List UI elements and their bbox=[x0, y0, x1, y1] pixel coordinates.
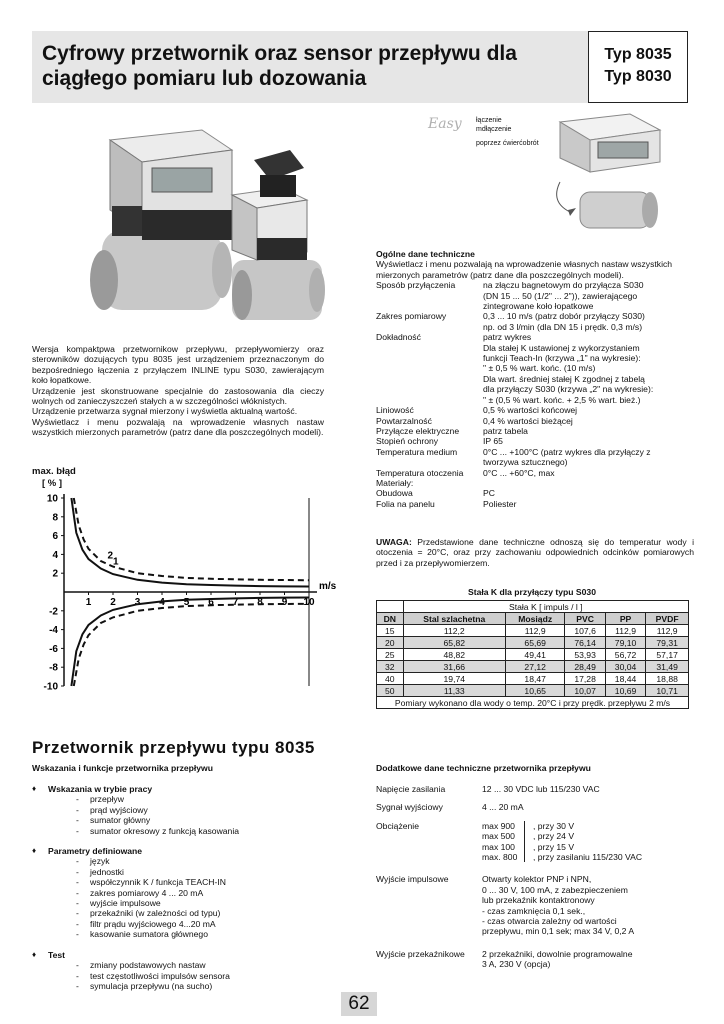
type-8035-label: Typ 8035 bbox=[604, 46, 672, 63]
function-group bbox=[32, 784, 332, 836]
function-group bbox=[32, 846, 332, 940]
spec-row bbox=[376, 436, 696, 446]
table-cell: 49,41 bbox=[505, 649, 564, 661]
ktable-column-header: Stal szlachetna bbox=[403, 613, 505, 625]
curve-label-1: 1 bbox=[113, 556, 119, 568]
ktable-column-header: PVDF bbox=[646, 613, 689, 625]
spec-value bbox=[483, 436, 696, 446]
intro-p2: Urządzenie jest skonstruowane specjalnie do zastosowania dla cieczy wolnych od zanieczyszczeń stałych a w szczególności włóknistych. bbox=[32, 385, 324, 407]
series-line bbox=[74, 604, 309, 686]
pulse-line: - czas zamknięcia 0,1 sek., bbox=[482, 905, 586, 916]
load-values bbox=[482, 821, 696, 863]
spec-value-line: zintegrowane koło łopatkowe bbox=[483, 301, 594, 312]
relay-line: 3 A, 230 V (opcja) bbox=[482, 959, 551, 970]
spec-value-line: " ± 0,5 % wart. końc. (10 m/s) bbox=[483, 363, 596, 374]
spec-value-line: PC bbox=[483, 488, 495, 499]
pulse-label: Wyjście impulsowe bbox=[376, 874, 449, 885]
table-cell: 76,14 bbox=[565, 637, 605, 649]
y-tick-label: 4 bbox=[52, 549, 58, 561]
load-value: max. 800 bbox=[482, 852, 518, 863]
section-title: Przetwornik przepływu typu 8035 bbox=[32, 738, 315, 757]
table-cell: 10,69 bbox=[605, 685, 645, 697]
y-tick-label: -8 bbox=[49, 662, 58, 674]
function-group-head: ♦ Parametry definiowane bbox=[32, 846, 332, 856]
load-divider bbox=[524, 852, 533, 862]
x-tick-label: 7 bbox=[232, 597, 239, 608]
x-tick-label: 6 bbox=[208, 597, 214, 608]
spec-value bbox=[483, 468, 696, 478]
table-cell: 15 bbox=[377, 625, 404, 637]
table-cell: 20 bbox=[377, 637, 404, 649]
spec-value-line: dla przyłączy S030 (krzywa „2" na wykresie): bbox=[483, 384, 654, 395]
pulse-line: Otwarty kolektor PNP i NPN, bbox=[482, 874, 592, 885]
function-group bbox=[32, 950, 332, 992]
spec-value-line: Dla stałej K ustawionej z wykorzystaniem bbox=[483, 342, 640, 353]
extra-specs-subtitle: Dodatkowe dane techniczne przetwornika przepływu bbox=[376, 763, 591, 773]
x-tick-label: 10 bbox=[303, 597, 315, 608]
x-tick-label: 3 bbox=[134, 597, 141, 608]
type-box bbox=[588, 31, 688, 103]
spec-row bbox=[376, 488, 696, 498]
page-number: 62 bbox=[341, 992, 377, 1016]
spec-value-line bbox=[483, 478, 696, 488]
intro-p3: Urządzenie przetwarza sygnał mierzony i wyświetla aktualną wartość. bbox=[32, 406, 298, 417]
x-axis-label: m/s bbox=[319, 581, 337, 592]
page-title-line1: Cyfrowy przetwornik oraz sensor przepływu dla bbox=[42, 42, 517, 65]
list-item: - kasowanie sumatora głównego bbox=[32, 929, 332, 939]
function-group-head: ♦ Test bbox=[32, 950, 332, 960]
table-cell: 11,33 bbox=[403, 685, 505, 697]
table-cell: 112,9 bbox=[505, 625, 564, 637]
load-line bbox=[482, 852, 696, 862]
spec-value bbox=[483, 416, 696, 426]
table-cell: 27,12 bbox=[505, 661, 564, 673]
table-cell: 48,82 bbox=[403, 649, 505, 661]
intro-p1: Wersja kompaktpwa przetwornikow przepływu, przepływomierzy oraz sterowników dozujących typu 8035 jest urządzeniem przeznaczonym do bezpośredniego łączenia z przyłączem INLINE typu S030, zawierającym koło łopatkowe. bbox=[32, 344, 324, 386]
x-tick-label: 2 bbox=[110, 597, 116, 608]
x-tick-label: 9 bbox=[281, 597, 288, 608]
table-cell: 19,74 bbox=[403, 673, 505, 685]
spec-value-line: (DN 15 ... 50 (1/2" ... 2")), zawierającego bbox=[483, 290, 638, 301]
list-item: - filtr prądu wyjściowego 4...20 mA bbox=[32, 919, 332, 929]
table-cell: 18,88 bbox=[646, 673, 689, 685]
series-line bbox=[74, 498, 309, 580]
load-value: max 900 bbox=[482, 820, 515, 831]
y-tick-label: 10 bbox=[46, 493, 58, 505]
ktable-column-header: PP bbox=[605, 613, 645, 625]
y-tick-label: 2 bbox=[52, 568, 58, 580]
output-value: 4 ... 20 mA bbox=[482, 802, 524, 813]
error-chart bbox=[28, 488, 348, 698]
load-value: max 500 bbox=[482, 831, 515, 842]
pulse-values bbox=[482, 874, 696, 936]
table-cell: 57,17 bbox=[646, 649, 689, 661]
spec-label: Sposób przyłączenia bbox=[376, 280, 456, 291]
table-cell: 25 bbox=[377, 649, 404, 661]
spec-row bbox=[376, 499, 696, 509]
ktable-footer: Pomiary wykonano dla wody o temp. 20°C i przy prędk. przepływu 2 m/s bbox=[377, 697, 689, 709]
load-condition: , przy 24 V bbox=[533, 831, 575, 842]
table-cell: 112,2 bbox=[403, 625, 505, 637]
load-line bbox=[482, 842, 696, 852]
relay-values bbox=[482, 949, 696, 970]
general-specs bbox=[376, 249, 696, 509]
spec-label: Przyłącze elektryczne bbox=[376, 425, 460, 436]
list-item: - symulacja przepływu (na sucho) bbox=[32, 981, 332, 991]
list-item: - jednostki bbox=[32, 867, 332, 877]
spec-label: Stopień ochrony bbox=[376, 436, 439, 447]
pulse-line: 0 ... 30 V, 100 mA, z zabezpieczeniem bbox=[482, 884, 628, 895]
spec-value bbox=[483, 447, 696, 468]
spec-label: Folia na panelu bbox=[376, 498, 435, 509]
spec-label: Zakres pomiarowy bbox=[376, 311, 447, 322]
spec-value bbox=[483, 332, 696, 405]
spec-row bbox=[376, 426, 696, 436]
table-cell: 40 bbox=[377, 673, 404, 685]
relay-line: 2 przekaźniki, dowolnie programowalne bbox=[482, 948, 633, 959]
spec-label: Materiały: bbox=[376, 477, 414, 488]
page-title-line2: ciągłego pomiaru lub dozowania bbox=[42, 67, 367, 90]
table-cell: 31,49 bbox=[646, 661, 689, 673]
functions-list bbox=[32, 784, 332, 1001]
table-cell: 53,93 bbox=[565, 649, 605, 661]
spec-value-line: 0°C ... +60°C, max bbox=[483, 467, 555, 478]
spec-value bbox=[483, 280, 696, 311]
spec-row bbox=[376, 280, 696, 311]
x-tick-label: 5 bbox=[183, 597, 190, 608]
page-title bbox=[42, 41, 582, 91]
spec-rows bbox=[376, 280, 696, 509]
table-cell: 28,49 bbox=[565, 661, 605, 673]
easy-device-drawing bbox=[540, 112, 680, 242]
curve-label-2: 2 bbox=[107, 550, 114, 562]
supply-label: Napięcie zasilania bbox=[376, 784, 446, 794]
load-value: max 100 bbox=[482, 841, 515, 852]
load-condition: , przy zasilaniu 115/230 VAC bbox=[533, 852, 643, 863]
table-cell: 10,07 bbox=[565, 685, 605, 697]
output-label: Sygnał wyjściowy bbox=[376, 802, 443, 813]
table-cell: 50 bbox=[377, 685, 404, 697]
list-item: - sumator okresowy z funkcją kasowania bbox=[32, 826, 332, 836]
load-condition: , przy 30 V bbox=[533, 820, 575, 831]
list-item: - język bbox=[32, 856, 332, 866]
pulse-line: - czas otwarcia zależny od wartości bbox=[482, 916, 617, 927]
spec-value-line: 0°C ... +100°C (patrz wykres dla przyłączy z bbox=[483, 446, 651, 457]
spec-title: Ogólne dane techniczne bbox=[376, 249, 475, 259]
spec-value bbox=[483, 478, 696, 488]
load-divider bbox=[524, 831, 533, 841]
spec-value-line: np. od 3 l/min (dla DN 15 i prędk. 0,3 m/s) bbox=[483, 321, 643, 332]
spec-value-line: na złączu bagnetowym do przyłącza S030 bbox=[483, 280, 644, 291]
load-line bbox=[482, 831, 696, 841]
spec-row bbox=[376, 447, 696, 468]
y-tick-label: -2 bbox=[49, 606, 58, 618]
table-row bbox=[377, 685, 689, 697]
table-cell: 10,65 bbox=[505, 685, 564, 697]
spec-value-line: 0,4 % wartości bieżącej bbox=[483, 415, 573, 426]
spec-label: Liniowość bbox=[376, 405, 414, 416]
extra-specs bbox=[376, 784, 696, 978]
chart-ylabel-line1: max. błąd bbox=[32, 466, 76, 477]
load-divider bbox=[524, 821, 533, 831]
table-cell: 65,69 bbox=[505, 637, 564, 649]
spec-intro: Wyświetlacz i menu pozwalają na wprowadzenie własnych nastaw wszystkich mierzonych parametrów (patrz dane dla poszczególnych modeli). bbox=[376, 259, 673, 280]
pulse-line: przepływu, min 0,1 sek; max 34 V, 0,2 A bbox=[482, 926, 635, 937]
spec-row bbox=[376, 478, 696, 488]
spec-label: Obudowa bbox=[376, 488, 413, 499]
series-line bbox=[71, 598, 309, 687]
list-item: - współczynnik K / funkcja TEACH-IN bbox=[32, 877, 332, 887]
table-cell: 112,9 bbox=[646, 625, 689, 637]
table-cell: 10,71 bbox=[646, 685, 689, 697]
table-cell: 31,66 bbox=[403, 661, 505, 673]
spec-row bbox=[376, 311, 696, 332]
ktable-title: Stała K dla przyłączy typu S030 bbox=[467, 587, 596, 597]
warning-label: UWAGA: bbox=[376, 537, 412, 547]
pulse-line: lub przekaźnik kontaktronowy bbox=[482, 895, 595, 906]
table-cell: 65,82 bbox=[403, 637, 505, 649]
spec-row bbox=[376, 332, 696, 405]
table-row bbox=[377, 673, 689, 685]
chart-ylabel-line2: [ % ] bbox=[42, 478, 63, 489]
spec-row bbox=[376, 416, 696, 426]
ktable-column-header: DN bbox=[377, 613, 404, 625]
y-tick-label: -10 bbox=[43, 681, 58, 693]
table-cell: 79,31 bbox=[646, 637, 689, 649]
spec-value-line: " ± (0,5 % wart. końc. + 2,5 % wart. bież.) bbox=[483, 394, 641, 405]
load-condition: , przy 15 V bbox=[533, 841, 575, 852]
spec-value-line: Dla wart. średniej stałej K zgodnej z tabelą bbox=[483, 373, 645, 384]
y-tick-label: 6 bbox=[52, 531, 58, 543]
list-item: - przepływ bbox=[32, 794, 332, 804]
easy-mounting-illustration bbox=[420, 112, 680, 242]
ktable-column-header: PVC bbox=[565, 613, 605, 625]
table-cell: 32 bbox=[377, 661, 404, 673]
y-tick-label: 8 bbox=[52, 512, 58, 524]
table-cell: 17,28 bbox=[565, 673, 605, 685]
spec-label: Temperatura medium bbox=[376, 446, 458, 457]
ktable-unit-header: Stała K [ impuls / l ] bbox=[403, 601, 688, 613]
type-8030-label: Typ 8030 bbox=[604, 68, 672, 85]
spec-label: Temperatura otoczenia bbox=[376, 467, 464, 478]
easy-step1a: łączenie bbox=[476, 117, 502, 124]
ktable-column-header: Mosiądz bbox=[505, 613, 564, 625]
x-tick-label: 4 bbox=[159, 597, 165, 608]
warning-text: Przedstawione dane techniczne odnoszą się do temperatur wody i otoczenia = 20°C, oraz przy zachowaniu odpowiednich odcinków pomiarowych przed i za przepływomierzem. bbox=[376, 537, 694, 568]
table-row bbox=[377, 637, 689, 649]
list-item: - test częstotliwości impulsów sensora bbox=[32, 971, 332, 981]
spec-label: Powtarzalność bbox=[376, 415, 432, 426]
list-item: - zmiany podstawowych nastaw bbox=[32, 960, 332, 970]
spec-value-line: Poliester bbox=[483, 498, 517, 509]
y-tick-label: -4 bbox=[49, 625, 58, 637]
supply-value: 12 ... 30 VDC lub 115/230 VAC bbox=[482, 784, 600, 794]
table-cell: 107,6 bbox=[565, 625, 605, 637]
y-tick-label: -6 bbox=[49, 643, 58, 655]
load-label: Obciążenie bbox=[376, 820, 419, 831]
list-item: - wyjście impulsowe bbox=[32, 898, 332, 908]
table-cell: 112,9 bbox=[605, 625, 645, 637]
list-item: - sumator główny bbox=[32, 815, 332, 825]
spec-value-line: tworzywa sztucznego) bbox=[483, 457, 568, 468]
list-item: - prąd wyjściowy bbox=[32, 805, 332, 815]
table-row bbox=[377, 649, 689, 661]
spec-label: Dokładność bbox=[376, 332, 421, 343]
k-factor-table bbox=[376, 600, 689, 709]
chart-ylabel bbox=[32, 466, 76, 490]
spec-value bbox=[483, 488, 696, 498]
spec-row bbox=[376, 405, 696, 415]
spec-value-line: 0,3 ... 10 m/s (patrz dobór przyłączy S030) bbox=[483, 311, 645, 322]
spec-value bbox=[483, 311, 696, 332]
spec-value-line: patrz tabela bbox=[483, 425, 528, 436]
table-row bbox=[377, 625, 689, 637]
spec-value bbox=[483, 499, 696, 509]
table-row bbox=[377, 661, 689, 673]
function-group-head: ♦ Wskazania w trybie pracy bbox=[32, 784, 332, 794]
x-tick-label: 1 bbox=[85, 597, 92, 608]
ktable-header-blank bbox=[377, 601, 404, 613]
x-tick-label: 8 bbox=[257, 597, 263, 608]
functions-subtitle: Wskazania i funkcje przetwornika przepływu bbox=[32, 763, 213, 773]
spec-value-line: 0,5 % wartości końcowej bbox=[483, 405, 578, 416]
warning-note bbox=[376, 537, 694, 568]
relay-label: Wyjście przekaźnikowe bbox=[376, 948, 465, 959]
table-cell: 18,44 bbox=[605, 673, 645, 685]
spec-value bbox=[483, 405, 696, 415]
table-cell: 56,72 bbox=[605, 649, 645, 661]
easy-step2: poprzez ćwierćobrót bbox=[476, 140, 539, 147]
spec-row bbox=[376, 468, 696, 478]
easy-step1b: mdłączenie bbox=[476, 126, 512, 133]
spec-value bbox=[483, 426, 696, 436]
product-photo bbox=[32, 120, 332, 340]
spec-value-line: IP 65 bbox=[483, 436, 503, 447]
load-line bbox=[482, 821, 696, 831]
list-item: - przekaźniki (w zależności od typu) bbox=[32, 908, 332, 918]
spec-value-line: funkcji Teach-In (krzywa „1" na wykresie): bbox=[483, 353, 641, 364]
list-item: - zakres pomiarowy 4 ... 20 mA bbox=[32, 888, 332, 898]
table-cell: 30,04 bbox=[605, 661, 645, 673]
easy-logo: Easy bbox=[428, 116, 462, 132]
series-line bbox=[71, 498, 309, 587]
table-cell: 79,10 bbox=[605, 637, 645, 649]
load-divider bbox=[524, 842, 533, 852]
intro-p4: Wyświetlacz i menu pozwalają na wprowadzenie własnych nastaw wszystkich mierzonych parametrów (patrz dane dla poszczególnych modeli). bbox=[32, 416, 324, 438]
intro-text bbox=[32, 344, 324, 438]
table-cell: 18,47 bbox=[505, 673, 564, 685]
spec-value-line: patrz wykres bbox=[483, 332, 532, 343]
